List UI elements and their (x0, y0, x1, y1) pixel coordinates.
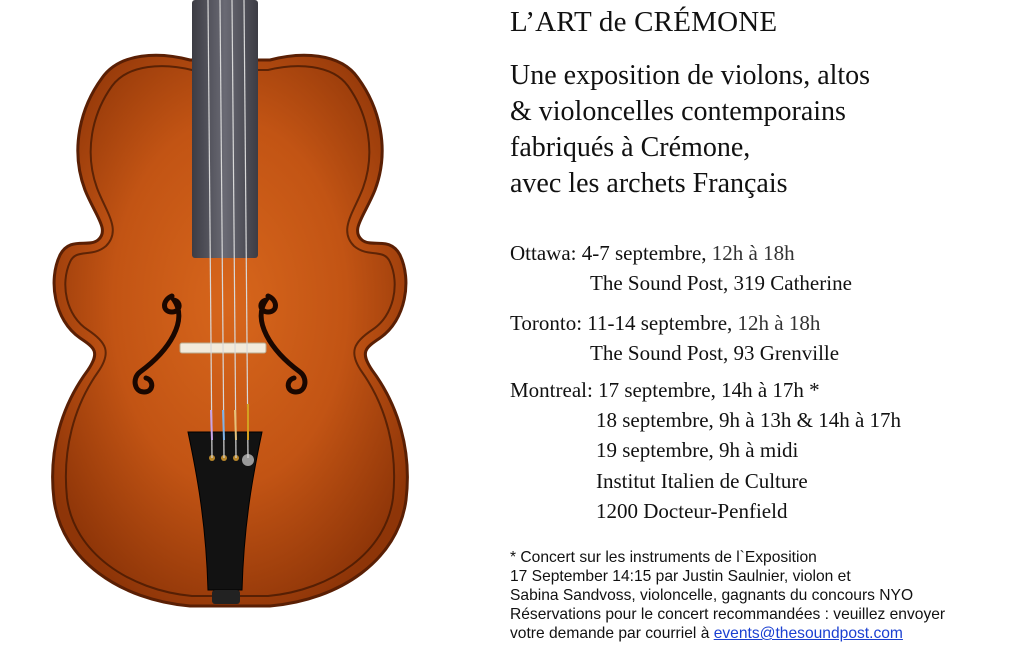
dates: 17 septembre, 14h à 17h * (598, 378, 820, 402)
city-name: Montreal: (510, 378, 593, 402)
email-link[interactable]: events@thesoundpost.com (713, 625, 903, 642)
concert-footnote (510, 548, 945, 643)
ottawa-venue: The Sound Post, 319 Catherine (590, 271, 852, 295)
montreal-date-line: 18 septembre, 9h à 13h & 14h à 17h (596, 408, 902, 432)
dates: 4-7 septembre, (581, 241, 707, 265)
city-name: Toronto: (510, 311, 583, 335)
exhibition-title: L’ART de CRÉMONE (510, 6, 778, 38)
exhibition-tagline (510, 58, 870, 202)
montreal-venue: Institut Italien de Culture (596, 469, 808, 493)
tagline-line: & violoncelles contemporains (510, 96, 846, 127)
footnote-line: 17 September 14:15 par Justin Saulnier, violon et (510, 568, 851, 585)
dates: 11-14 septembre, (587, 311, 733, 335)
city-name: Ottawa: (510, 241, 577, 265)
fingerboard (192, 0, 258, 258)
ottawa-schedule (510, 239, 795, 267)
toronto-venue: The Sound Post, 93 Grenville (590, 341, 840, 365)
footnote-line: Réservations pour le concert recommandées : veuillez envoyer (510, 606, 946, 623)
hours: 12h à 18h (737, 311, 821, 335)
tagline-line: Une exposition de violons, altos (510, 60, 871, 91)
hours: 12h à 18h (711, 241, 795, 265)
tagline-line: fabriqués à Crémone, (510, 132, 751, 163)
montreal-schedule (510, 376, 820, 404)
tagline-line: avec les archets Français (510, 168, 788, 199)
toronto-schedule (510, 309, 820, 337)
footnote-line (510, 624, 945, 643)
footnote-line: * Concert sur les instruments de l`Exposition (510, 549, 817, 566)
montreal-date-line: 19 septembre, 9h à midi (596, 438, 799, 462)
montreal-address: 1200 Docteur-Penfield (596, 499, 788, 523)
violin-image (40, 0, 420, 659)
footnote-line: Sabina Sandvoss, violoncelle, gagnants du concours NYO (510, 587, 914, 604)
footnote-prefix: votre demande par courriel à (510, 625, 714, 642)
